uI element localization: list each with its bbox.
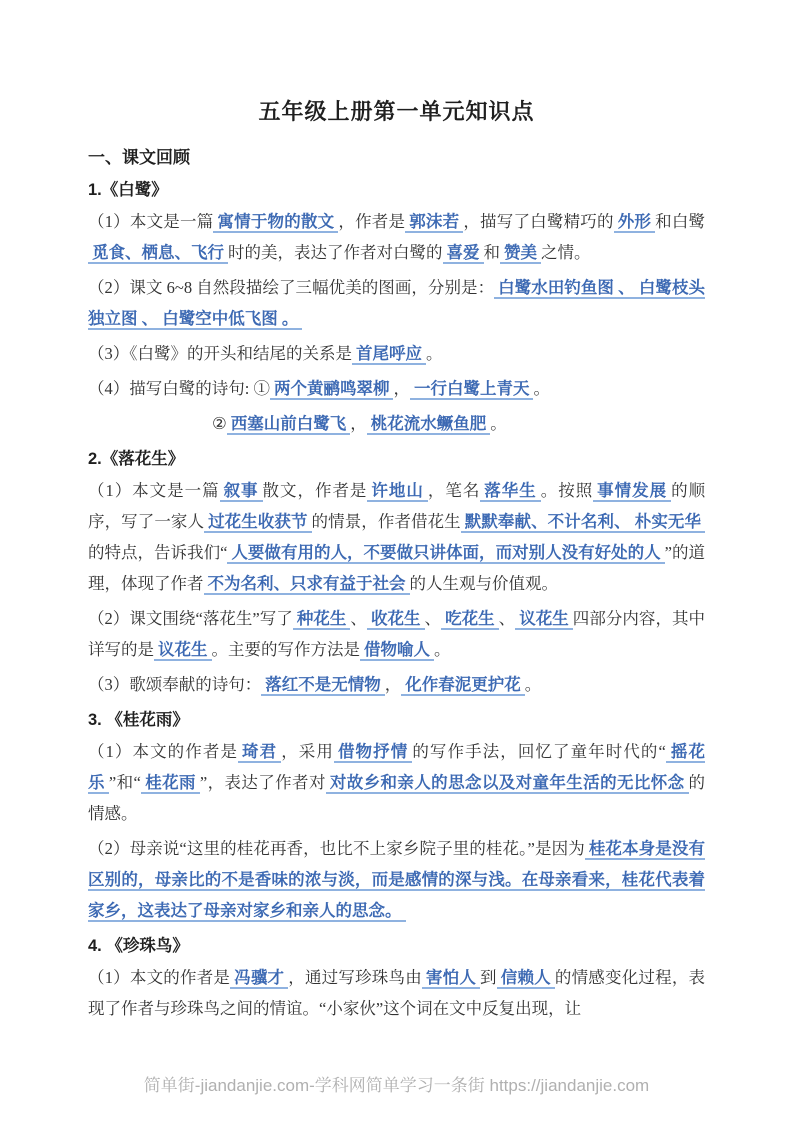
answer-blank: 收花生 xyxy=(367,609,425,630)
paragraph xyxy=(88,603,705,665)
answer-blank: 赞美 xyxy=(500,243,541,264)
answer-blank: 对故乡和亲人的思念以及对童年生活的无比怀念 xyxy=(326,773,689,794)
lesson-heading: 1.《白鹭》 xyxy=(88,181,168,199)
answer-blank: 冯骥才 xyxy=(230,968,288,989)
answer-blank: 桃花流水鳜鱼肥 xyxy=(367,414,491,435)
text-run: ”和“ xyxy=(108,773,141,792)
text-run: 散文，作者是 xyxy=(262,481,368,500)
text-run: 和 xyxy=(483,243,500,262)
text-run: ，通过写珍珠鸟由 xyxy=(288,968,422,987)
answer-blank: 不为名利、只求有益于社会 xyxy=(204,574,410,595)
answer-blank: 化作春泥更护花 xyxy=(401,675,525,696)
text-run: ， xyxy=(393,379,410,398)
footer-watermark: 简单街-jiandanjie.com-学科网简单学习一条街 https://jiandanjie.com xyxy=(143,1076,650,1095)
text-run: （1）本文的作者是 xyxy=(88,968,231,987)
answer-blank: 借物抒情 xyxy=(334,742,412,763)
answer-blank: 西塞山前白鹭飞 xyxy=(227,414,351,435)
lesson-heading: 3. 《桂花雨》 xyxy=(88,711,189,729)
text-run: 。 xyxy=(524,675,542,694)
lessons-container xyxy=(88,178,705,1024)
answer-blank: 叙事 xyxy=(220,481,263,502)
text-run: 的顺序，写了一家人 xyxy=(88,481,706,531)
text-run: 之情。 xyxy=(541,243,591,262)
page-title: 五年级上册第一单元知识点 xyxy=(258,99,535,124)
lesson-heading: 2.《落花生》 xyxy=(88,450,185,468)
text-run: （4）描写白鹭的诗句: ① xyxy=(88,379,270,398)
lesson-heading: 4. 《珍珠鸟》 xyxy=(88,937,189,955)
text-run: ”的道理，体现了作者 xyxy=(88,543,706,593)
text-run: （2）课文围绕“落花生”写了 xyxy=(88,609,293,628)
answer-blank: 首尾呼应 xyxy=(352,344,426,365)
text-run: ，描写了白鹭精巧的 xyxy=(463,212,614,231)
paragraph xyxy=(212,408,705,439)
text-run: ，采用 xyxy=(281,742,334,761)
text-run: ，笔名 xyxy=(427,481,481,500)
text-run: 的情景，作者借花生 xyxy=(311,512,461,531)
text-run: 。 xyxy=(490,414,507,433)
answer-blank: 琦君 xyxy=(238,742,281,763)
text-run: ”，表达了作者对 xyxy=(199,773,326,792)
text-run: 的情感变化过程，表现了作者与珍珠鸟之间的情谊。“小家伙”这个词在文中反复出现，让 xyxy=(88,968,706,1018)
paragraph xyxy=(88,475,705,599)
text-run: ，作者是 xyxy=(338,212,406,231)
answer-blank: 一行白鹭上青天 xyxy=(410,379,534,400)
text-run: ② xyxy=(212,414,227,433)
answer-blank: 落华生 xyxy=(480,481,540,502)
answer-blank: 信赖人 xyxy=(497,968,555,989)
answer-blank: 默默奉献、不计名利、 朴实无华 xyxy=(461,512,705,533)
answer-blank: 害怕人 xyxy=(422,968,480,989)
text-run: 。 xyxy=(434,640,451,659)
text-run: 、 xyxy=(498,609,516,628)
text-run: 时的美，表达了作者对白鹭的 xyxy=(228,243,443,262)
answer-blank: 事情发展 xyxy=(593,481,671,502)
text-run: 、 xyxy=(350,609,367,628)
answer-blank: 许地山 xyxy=(367,481,427,502)
text-run: （1）本文是一篇 xyxy=(88,212,214,231)
text-run: 。按照 xyxy=(540,481,594,500)
answer-blank: 吃花生 xyxy=(441,609,499,630)
answer-blank: 外形 xyxy=(614,212,655,233)
text-run: 四部分内容，其中详写的是 xyxy=(88,609,706,659)
text-run: 到 xyxy=(480,968,497,987)
text-run: 的人生观与价值观。 xyxy=(409,574,558,593)
answer-blank: 议花生 xyxy=(515,609,573,630)
section-heading: 一、课文回顾 xyxy=(88,148,190,167)
text-run: （2）课文 6~8 自然段描绘了三幅优美的图画，分别是： xyxy=(88,278,495,297)
paragraph xyxy=(88,962,705,1024)
text-run: ， xyxy=(350,414,367,433)
text-run: ， xyxy=(384,675,402,694)
answer-blank: 落红不是无情物 xyxy=(261,675,385,696)
paragraph xyxy=(88,833,705,926)
answer-blank: 桂花本身是没有区别的，母亲比的不是香味的浓与淡，而是感情的深与浅。在母亲看来，桂花代表着家乡，这表达了母亲对家乡和亲人的思念。 xyxy=(88,839,705,920)
text-run: 。主要的写作方法是 xyxy=(211,640,360,659)
text-run: （3）《白鹭》的开头和结尾的关系是 xyxy=(88,344,352,363)
paragraph xyxy=(88,669,705,700)
text-run: （1）本文是一篇 xyxy=(88,481,220,500)
answer-blank: 过花生收获节 xyxy=(204,512,311,533)
answer-blank: 借物喻人 xyxy=(360,640,434,661)
answer-blank: 桂花雨 xyxy=(141,773,200,794)
answer-blank: 两个黄鹂鸣翠柳 xyxy=(270,379,394,400)
paragraph xyxy=(88,373,705,404)
paragraph xyxy=(88,272,705,334)
answer-blank: 喜爱 xyxy=(443,243,484,264)
paragraph xyxy=(88,736,705,829)
answer-blank: 觅食、栖息、飞行 xyxy=(88,243,228,264)
text-run: 的写作手法，回忆了童年时代的“ xyxy=(412,742,666,761)
text-run: 和白鹭 xyxy=(655,212,706,231)
answer-blank: 摇花乐 xyxy=(88,742,706,792)
answer-blank: 种花生 xyxy=(293,609,351,630)
text-run: 的特点，告诉我们“ xyxy=(88,543,228,562)
text-run: （1）本文的作者是 xyxy=(88,742,239,761)
text-run: 的情感。 xyxy=(88,773,706,823)
paragraph xyxy=(88,338,705,369)
text-run: 、 xyxy=(424,609,442,628)
text-run: （3）歌颂奉献的诗句： xyxy=(88,675,262,694)
text-run: （2）母亲说“这里的桂花再香，也比不上家乡院子里的桂花。”是因为 xyxy=(88,839,585,858)
answer-blank: 议花生 xyxy=(154,640,212,661)
answer-blank: 郭沫若 xyxy=(405,212,463,233)
answer-blank: 寓情于物的散文 xyxy=(213,212,338,233)
paragraph xyxy=(88,206,705,268)
document-content xyxy=(88,146,705,1024)
answer-blank: 人要做有用的人，不要做只讲体面，而对别人没有好处的人 xyxy=(227,543,664,564)
text-run: 。 xyxy=(426,344,443,363)
answer-blank: 白鹭水田钓鱼图 、 白鹭枝头独立图 、 白鹭空中低飞图 。 xyxy=(88,278,705,328)
text-run: 。 xyxy=(533,379,550,398)
